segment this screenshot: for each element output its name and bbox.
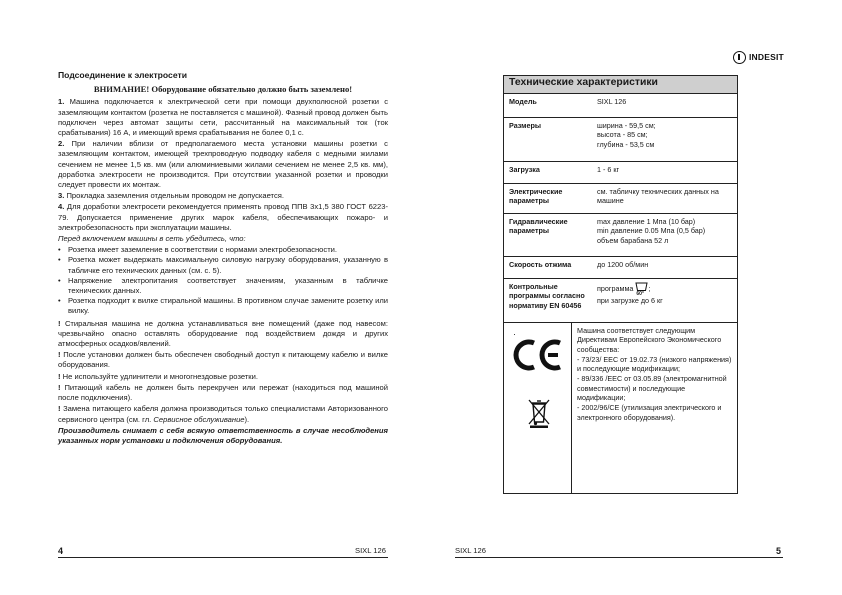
spec-row-hydraulic (504, 214, 737, 257)
paragraph-2 (58, 139, 388, 190)
paragraph-4-text: Для доработки электросети рекомендуется применять провод ППВ 3х1,5 380 ГОСТ 6223-79. Допускается применение других марок кабеля, обеспечивающих пожаро- и электробезопасность при эксплуатации машины. (58, 202, 388, 232)
note-2-text: После установки должен быть обеспечен свободный доступ к питающему кабелю и вилке оборудования. (58, 350, 388, 370)
spec-row-model (504, 94, 737, 118)
paragraph-2-number: 2. (58, 139, 65, 149)
note-2 (58, 350, 388, 370)
spec-label: Размеры (509, 121, 542, 130)
spec-row-electrical (504, 184, 737, 214)
spec-table (503, 75, 738, 494)
program-text-a: программа (597, 283, 636, 293)
cotton-program-icon (635, 282, 648, 296)
weee-crossed-bin-icon (528, 398, 550, 428)
spec-label: Электрические параметры (509, 187, 563, 206)
spec-value (597, 282, 732, 318)
indesit-logo (733, 49, 793, 65)
paragraph-1-number: 1. (58, 97, 65, 107)
exclamation-icon: ! (58, 371, 61, 381)
spec-row-certification (504, 323, 737, 493)
note-3 (58, 372, 388, 382)
spec-row-dimensions (504, 118, 737, 162)
exclamation-icon: ! (58, 350, 61, 360)
check-item: • Розетка подходит к вилке стиральной машины. В противном случае замените розетку или вилку. (58, 296, 388, 316)
cert-paragraph: - 73/23/ ЕЕС от 19.02.73 (низкого напряжения) и последующие модификации; (577, 354, 732, 374)
certification-marks (504, 323, 571, 493)
note-1 (58, 319, 388, 350)
program-temperature: 60° (636, 291, 644, 297)
spec-table-title: Технические характеристики (504, 76, 737, 94)
certification-text (571, 323, 737, 493)
check-item: • Напряжение электропитания соответствует значениям, указанным в табличке технических данных. (58, 276, 388, 296)
spec-value: SIXL 126 (597, 97, 627, 106)
spec-label: Гидравлические параметры (509, 217, 568, 236)
spec-row-test-program (504, 279, 737, 323)
grounding-warning: ВНИМАНИЕ! Оборудование обязательно должно быть заземлено! (93, 84, 353, 95)
spec-value: ширина - 59,5 см; высота - 85 см; глубина - 53,5 см (597, 121, 656, 149)
note-3-text: Не используйте удлинители и многогнездовые розетки. (62, 371, 258, 381)
spec-row-load (504, 162, 737, 184)
spec-label: Модель (509, 97, 537, 106)
check-item: • Розетка может выдержать максимальную силовую нагрузку оборудования, указанную в табличке его технических данных (см. с. 5). (58, 255, 388, 275)
left-page-body (58, 70, 388, 446)
exclamation-icon: ! (58, 382, 61, 392)
note-5 (58, 404, 388, 424)
service-section-link: Сервисное обслуживание (153, 414, 245, 424)
footer-model-right: SIXL 126 (455, 546, 486, 555)
cert-paragraph: - 89/336 /ЕЕС от 03.05.89 (электромагнитной совместимости) и последующие модификации; (577, 374, 727, 403)
page-number-right: 5 (776, 546, 782, 556)
spec-row-spin (504, 257, 737, 279)
paragraph-4-number: 4. (58, 202, 65, 212)
footer-divider-left (58, 557, 388, 558)
footer-divider-right (455, 557, 783, 558)
cert-dot: · (513, 329, 516, 339)
paragraph-1-text: Машина подключается к электрической сети при помощи двухполюсной розетки с заземляющим контактом (розетка не поставляется с машиной). Фазный провод должен быть подключен через автомат защиты сети, рассчитанный на максимальный ток (ток срабатывания) 16 А, и имеющий время срабатывания не более 0,1 с. (58, 97, 388, 138)
spec-label: Контрольные программы согласно нормативу EN 60456 (509, 282, 585, 310)
liability-disclaimer: Производитель снимает с себя всякую ответственность в случае несоблюдения указанных норм установки и подключения оборудования. (58, 425, 388, 445)
note-5-text-b: ). (244, 414, 250, 424)
paragraph-3 (58, 191, 388, 201)
spec-label: Скорость отжима (509, 260, 572, 269)
ce-mark-icon (513, 339, 563, 371)
paragraph-1 (58, 97, 388, 138)
note-1-text: Стиральная машина не должна устанавливаться вне помещений (даже под навесом: чрезвычайно опасно оставлять оборудование под воздействием дождя и других атмосферных осадков/явлений. (58, 318, 388, 349)
check-list (58, 245, 388, 316)
footer-model-left: SIXL 126 (355, 546, 386, 555)
paragraph-3-number: 3. (58, 191, 65, 201)
note-5-text-a: Замена питающего кабеля должна производиться только специалистами Авторизованного сервисного центра (см. гл. (58, 404, 388, 424)
spec-value: до 1200 об/мин (597, 260, 649, 269)
cert-paragraph: - 2002/96/CE (утилизация электрического и электронного оборудования). (577, 403, 722, 422)
spec-value: max давление 1 Мпа (10 бар) min давление 0.05 Мпа (0,5 бар) объем барабана 52 л (597, 217, 706, 245)
exclamation-icon: ! (58, 404, 61, 414)
check-item: • Розетка имеет заземление в соответствии с нормами электробезопасности. (58, 245, 388, 255)
program-text-b: ; при загрузке до 6 кг (597, 283, 663, 305)
paragraph-4 (58, 202, 388, 233)
before-connect-check: Перед включением машины в сеть убедитесь, что: (58, 234, 246, 244)
page-number-left: 4 (58, 546, 64, 556)
exclamation-icon: ! (58, 318, 61, 328)
spec-value: см. табличку технических данных на машине (597, 187, 719, 206)
spec-label: Загрузка (509, 165, 540, 174)
brand-name: INDESIT (749, 52, 784, 62)
note-4 (58, 383, 388, 403)
paragraph-3-text: Прокладка заземления отдельным проводом не допускается. (66, 191, 284, 201)
paragraph-2-text: При наличии вблизи от предполагаемого места установки машины розетки с заземляющим контактом, имеющей трехпроводную подводку кабеля с медными жилами сечением не менее 1,5 кв. мм (или алюминиевыми жилами сечением не менее 2,5 кв. мм), доработка электросети не производится. При отсутствии указанной розетки и проводки следует провести их монтаж. (58, 139, 388, 190)
indesit-logo-icon (733, 51, 746, 64)
note-4-text: Питающий кабель не должен быть перекручен или пережат (находиться под машиной после подключения). (58, 382, 388, 403)
spec-value: 1 - 6 кг (597, 165, 620, 174)
cert-paragraph: Машина соответствует следующим Директивам Европейского Экономического сообщества: (577, 326, 722, 354)
section-heading: Подсоединение к электросети (58, 70, 187, 80)
